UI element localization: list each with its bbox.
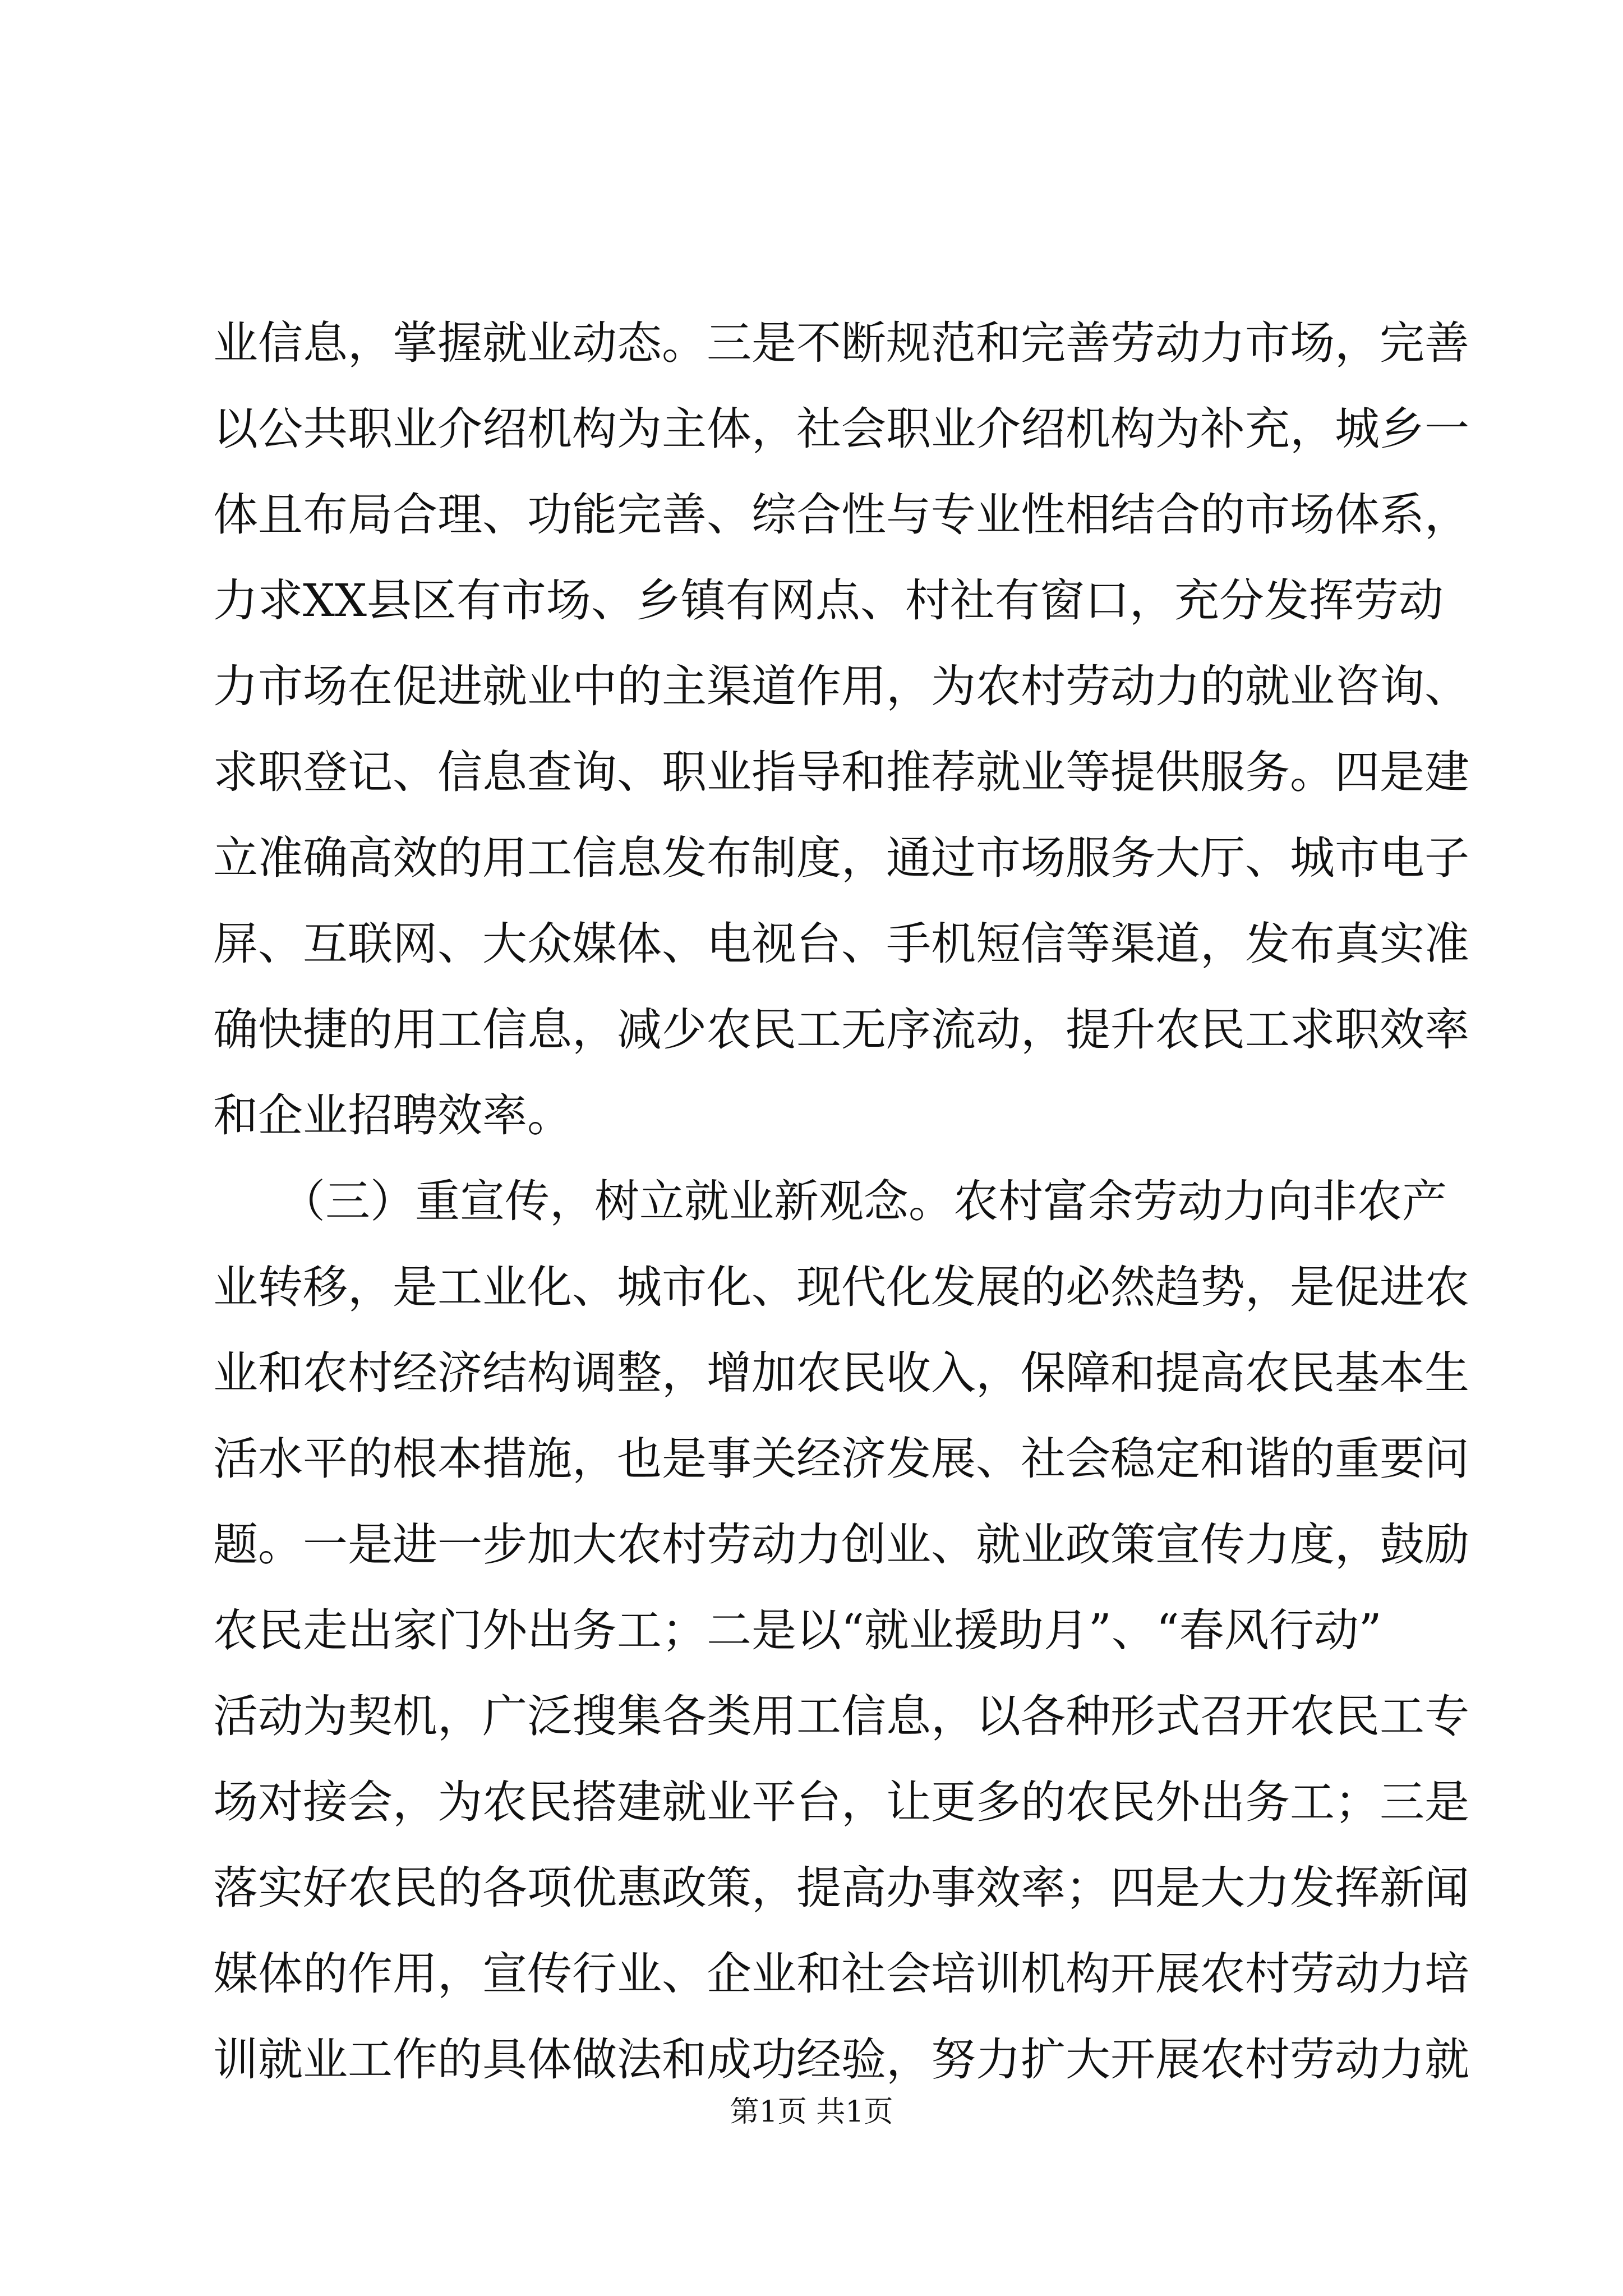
text-line: 力求XX县区有市场、乡镇有网点、村社有窗口，充分发挥劳动 — [213, 574, 1444, 627]
text-line: 业转移，是工业化、城市化、现代化发展的必然趋势，是促进农 — [213, 1261, 1469, 1313]
text-line: 活动为契机，广泛搜集各类用工信息，以各种形式召开农民工专 — [213, 1690, 1469, 1742]
section-heading-line: （三）重宣传，树立就业新观念。农村富余劳动力向非农产 — [213, 1175, 1447, 1227]
text-line: 业和农村经济结构调整，增加农民收入，保障和提高农民基本生 — [213, 1347, 1469, 1399]
text-line: 媒体的作用，宣传行业、企业和社会培训机构开展农村劳动力培 — [213, 1948, 1469, 2000]
text-line: 确快捷的用工信息，减少农民工无序流动，提升农民工求职效率 — [213, 1004, 1469, 1056]
text-line: 业信息，掌握就业动态。三是不断规范和完善劳动力市场，完善 — [213, 317, 1469, 369]
text-line: 屏、互联网、大众媒体、电视台、手机短信等渠道，发布真实准 — [213, 918, 1469, 970]
document-body — [213, 300, 1469, 2102]
text-line: 题。一是进一步加大农村劳动力创业、就业政策宣传力度，鼓励 — [213, 1519, 1469, 1571]
text-line: 场对接会，为农民搭建就业平台，让更多的农民外出务工；三是 — [213, 1776, 1469, 1828]
text-line: 立准确高效的用工信息发布制度，通过市场服务大厅、城市电子 — [213, 832, 1469, 884]
text-line: 体且布局合理、功能完善、综合性与专业性相结合的市场体系， — [213, 489, 1469, 541]
text-line: 力市场在促进就业中的主渠道作用，为农村劳动力的就业咨询、 — [213, 660, 1469, 712]
text-line: 农民走出家门外出务工；二是以“就业援助月”、“春风行动” — [213, 1604, 1382, 1657]
text-line: 和企业招聘效率。 — [213, 1089, 572, 1142]
text-line: 活水平的根本措施，也是事关经济发展、社会稳定和谐的重要问 — [213, 1433, 1469, 1485]
page-footer: 第1页 共1页 — [730, 2095, 893, 2129]
text-line: 训就业工作的具体做法和成功经验，努力扩大开展农村劳动力就 — [213, 2033, 1469, 2086]
text-line: 落实好农民的各项优惠政策，提高办事效率；四是大力发挥新闻 — [213, 1862, 1469, 1914]
text-line: 以公共职业介绍机构为主体，社会职业介绍机构为补充，城乡一 — [213, 403, 1469, 455]
text-line: 求职登记、信息查询、职业指导和推荐就业等提供服务。四是建 — [213, 746, 1469, 798]
